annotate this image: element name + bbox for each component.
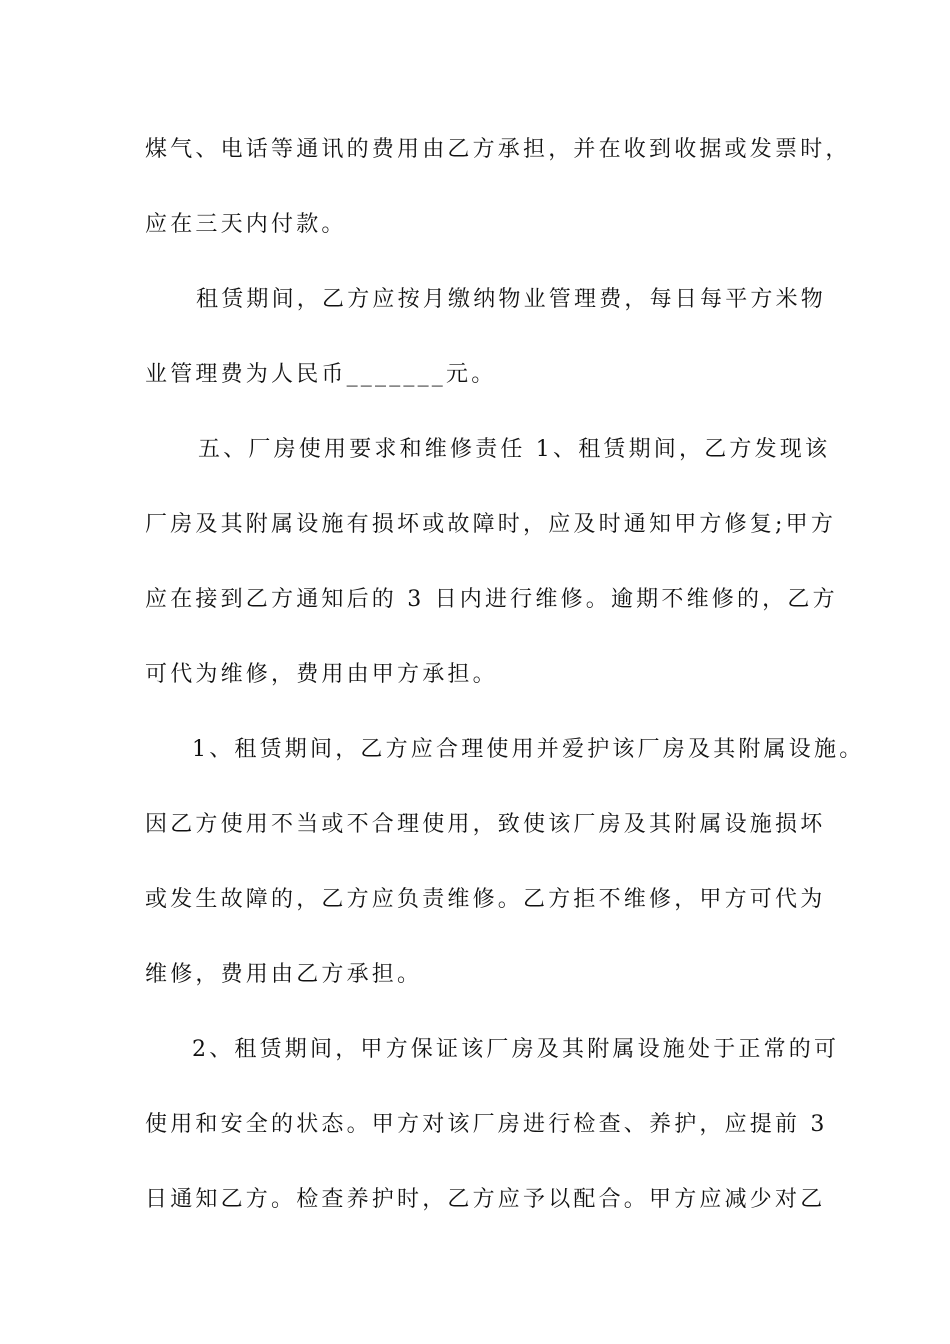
text-line: 五、厂房使用要求和维修责任 1、租赁期间，乙方发现该 (198, 437, 831, 462)
text-line: 使用和安全的状态。甲方对该厂房进行检查、养护，应提前 3 (145, 1112, 828, 1137)
text-line: 或发生故障的，乙方应负责维修。乙方拒不维修，甲方可代为 (145, 887, 826, 912)
text-line: 可代为维修，费用由甲方承担。 (145, 662, 498, 687)
text-line: 维修，费用由乙方承担。 (145, 962, 423, 987)
text-line: 租赁期间，乙方应按月缴纳物业管理费，每日每平方米物 (196, 287, 827, 312)
text-line: 业管理费为人民币_______元。 (145, 362, 497, 387)
text-line: 煤气、电话等通讯的费用由乙方承担，并在收到收据或发票时， (145, 137, 851, 162)
text-line: 日通知乙方。检查养护时，乙方应予以配合。甲方应减少对乙 (145, 1187, 826, 1212)
text-line: 因乙方使用不当或不合理使用，致使该厂房及其附属设施损坏 (145, 812, 826, 837)
text-line: 2、租赁期间，甲方保证该厂房及其附属设施处于正常的可 (192, 1037, 840, 1062)
text-line: 厂房及其附属设施有损坏或故障时，应及时通知甲方修复;甲方 (145, 512, 837, 537)
text-line: 应在三天内付款。 (145, 212, 347, 237)
text-line: 1、租赁期间，乙方应合理使用并爱护该厂房及其附属设施。 (192, 737, 865, 762)
text-line: 应在接到乙方通知后的 3 日内进行维修。逾期不维修的，乙方 (145, 587, 838, 612)
